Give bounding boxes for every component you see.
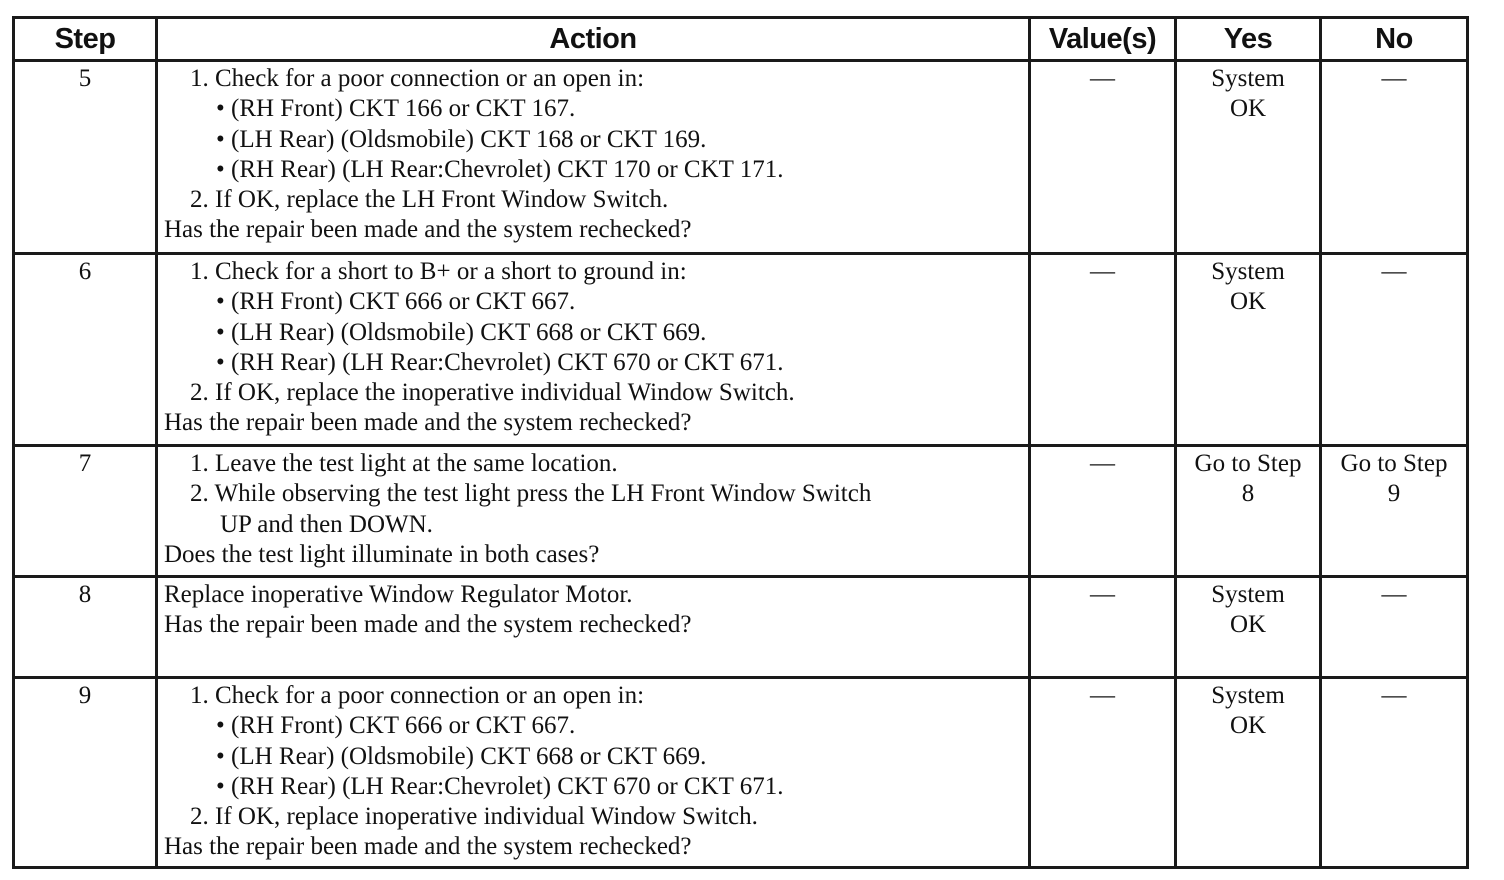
step-number: 8 (14, 577, 157, 678)
no-cell (1321, 254, 1468, 446)
yes-text: OK (1229, 288, 1267, 316)
no-text: Go to Step (1340, 450, 1448, 477)
action-line: Has the repair been made and the system rechecked? (164, 409, 692, 437)
header-row (14, 18, 1468, 61)
action-cell (157, 254, 1030, 446)
no-cell (1321, 446, 1468, 577)
diagnostic-table (12, 16, 1469, 869)
action-line: 2. If OK, replace the inoperative individual Window Switch. (190, 379, 795, 407)
yes-cell (1176, 678, 1321, 868)
action-line: Does the test light illuminate in both cases? (164, 540, 600, 568)
action-cell (157, 577, 1030, 678)
table-row (14, 678, 1468, 868)
action-cell (157, 446, 1030, 577)
action-line: Has the repair been made and the system rechecked? (164, 833, 692, 861)
header-no: No (1321, 18, 1468, 61)
no-text: — (1381, 581, 1407, 608)
action-line: 1. Check for a poor connection or an open in: (190, 65, 645, 92)
action-line: UP and then DOWN. (220, 510, 433, 538)
action-line: • (RH Front) CKT 666 or CKT 667. (216, 288, 576, 316)
no-cell (1321, 61, 1468, 254)
value-cell: — (1030, 678, 1176, 868)
action-line: • (LH Rear) (Oldsmobile) CKT 168 or CKT 169. (216, 125, 707, 153)
step-number: 9 (14, 678, 157, 868)
no-text: — (1381, 258, 1407, 285)
value-cell: — (1030, 61, 1176, 254)
table-row (14, 446, 1468, 577)
yes-text: System (1211, 65, 1285, 92)
action-line: Has the repair been made and the system rechecked? (164, 216, 692, 244)
action-line: 1. Check for a poor connection or an open in: (190, 682, 645, 709)
yes-cell (1176, 61, 1321, 254)
no-text: — (1381, 682, 1407, 709)
action-line: 1. Check for a short to B+ or a short to ground in: (190, 258, 687, 285)
step-number: 5 (14, 61, 157, 254)
no-cell (1321, 577, 1468, 678)
action-line: • (LH Rear) (Oldsmobile) CKT 668 or CKT 669. (216, 742, 707, 770)
action-line: • (RH Rear) (LH Rear:Chevrolet) CKT 670 or CKT 671. (216, 772, 784, 800)
yes-text: OK (1229, 611, 1267, 639)
table-row (14, 577, 1468, 678)
value-cell: — (1030, 254, 1176, 446)
action-line: 2. If OK, replace the LH Front Window Switch. (190, 186, 669, 214)
yes-text: OK (1229, 95, 1267, 123)
action-line: • (RH Rear) (LH Rear:Chevrolet) CKT 670 or CKT 671. (216, 348, 784, 376)
action-line: • (RH Rear) (LH Rear:Chevrolet) CKT 170 or CKT 171. (216, 155, 784, 183)
yes-text: System (1211, 682, 1285, 709)
yes-cell (1176, 254, 1321, 446)
header-step: Step (14, 18, 157, 61)
table-row (14, 61, 1468, 254)
action-cell (157, 678, 1030, 868)
action-line: 2. If OK, replace inoperative individual Window Switch. (190, 803, 758, 831)
yes-text: Go to Step (1194, 450, 1302, 477)
action-line: • (RH Front) CKT 166 or CKT 167. (216, 95, 576, 123)
action-line: 2. While observing the test light press the LH Front Window Switch (190, 480, 872, 508)
step-number: 6 (14, 254, 157, 446)
header-values: Value(s) (1030, 18, 1176, 61)
action-line: 1. Leave the test light at the same location. (190, 450, 618, 477)
yes-text: System (1211, 581, 1285, 608)
table-row (14, 254, 1468, 446)
no-text: 9 (1387, 480, 1401, 508)
action-line: Replace inoperative Window Regulator Motor. (164, 581, 633, 608)
yes-cell (1176, 577, 1321, 678)
no-text: — (1381, 65, 1407, 92)
step-number: 7 (14, 446, 157, 577)
no-cell (1321, 678, 1468, 868)
yes-text: 8 (1241, 480, 1255, 508)
yes-text: OK (1229, 712, 1267, 740)
header-action: Action (157, 18, 1030, 61)
action-line: Has the repair been made and the system rechecked? (164, 611, 692, 639)
yes-text: System (1211, 258, 1285, 285)
yes-cell (1176, 446, 1321, 577)
value-cell: — (1030, 577, 1176, 678)
header-yes: Yes (1176, 18, 1321, 61)
value-cell: — (1030, 446, 1176, 577)
action-line: • (RH Front) CKT 666 or CKT 667. (216, 712, 576, 740)
action-line: • (LH Rear) (Oldsmobile) CKT 668 or CKT 669. (216, 318, 707, 346)
action-cell (157, 61, 1030, 254)
